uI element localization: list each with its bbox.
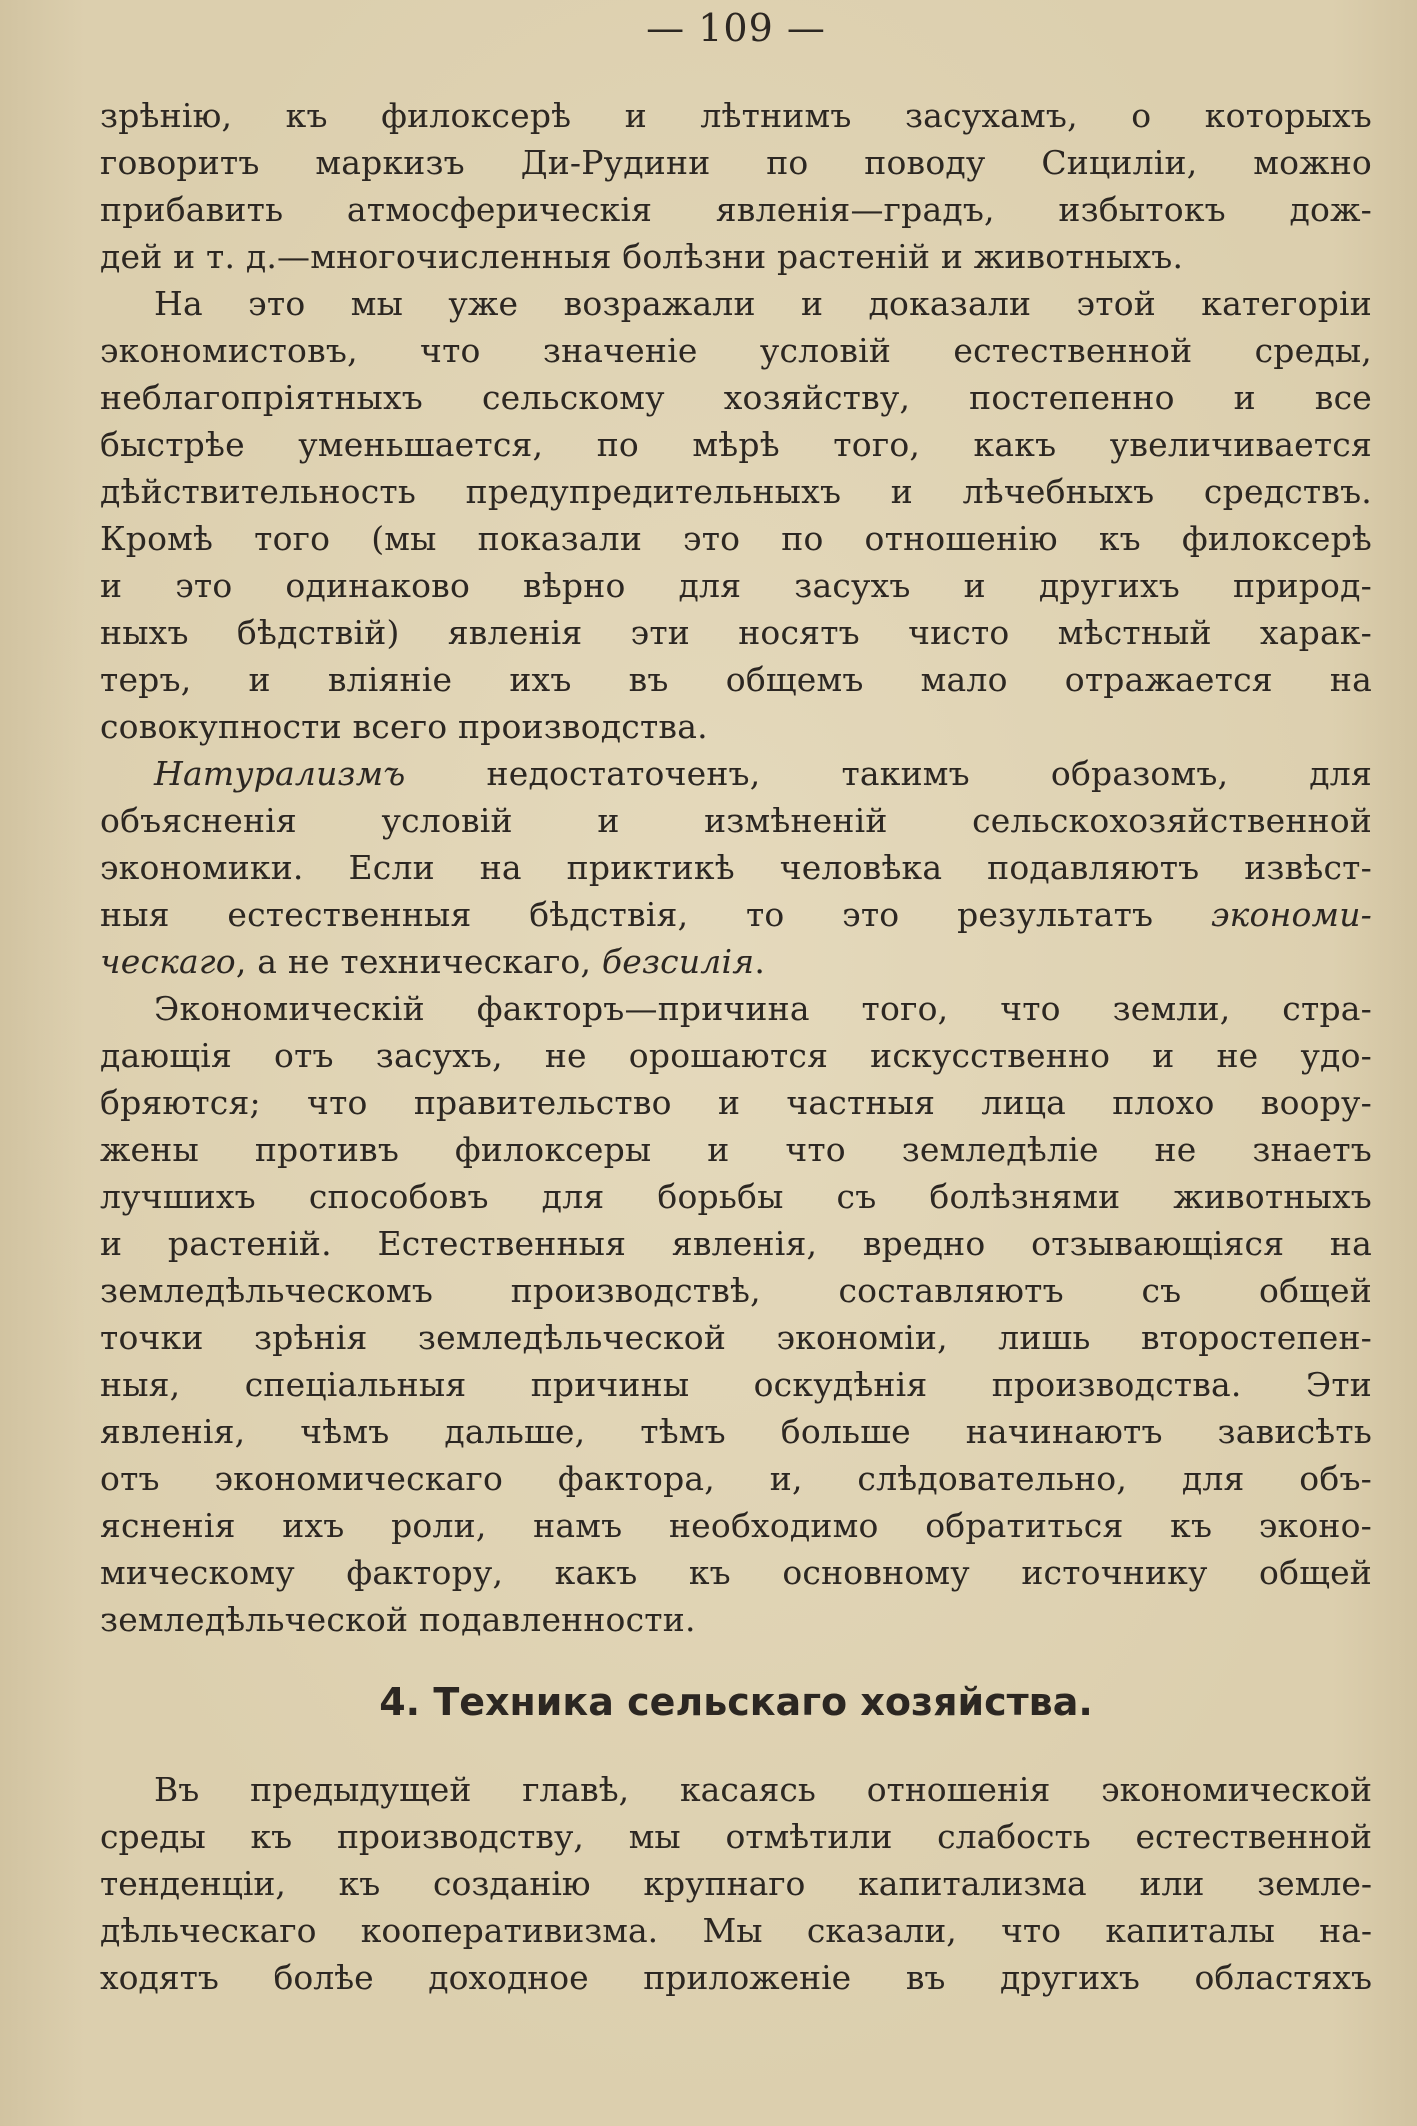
text-line bbox=[100, 750, 1372, 797]
text-line: ходятъ болѣе доходное приложеніе въ другихъ областяхъ bbox=[100, 1958, 1372, 1997]
text-line: явленія, чѣмъ дальше, тѣмъ больше начинаютъ зависѣть bbox=[100, 1412, 1372, 1451]
paragraph-2 bbox=[100, 280, 1372, 750]
text-line: дѣйствительность предупредительныхъ и лѣчебныхъ средствъ. bbox=[100, 472, 1372, 511]
book-page bbox=[100, 0, 1372, 2126]
text-line: говоритъ маркизъ Ди-Рудини по поводу Сициліи, можно bbox=[100, 143, 1372, 182]
section-heading: 4. Техника сельскаго хозяйства. bbox=[379, 1680, 1093, 1724]
text-line: дѣльческаго кооперативизма. Мы сказали, что капиталы на- bbox=[100, 1911, 1372, 1950]
text-line: прибавить атмосферическія явленія—градъ, избытокъ дож- bbox=[100, 190, 1372, 229]
text-line: На это мы уже возражали и доказали этой категоріи bbox=[154, 284, 1372, 323]
italic-term: ческаго bbox=[100, 942, 236, 981]
text-line bbox=[100, 938, 1372, 985]
text-line: ныхъ бѣдствій) явленія эти носятъ чисто мѣстный харак- bbox=[100, 613, 1372, 652]
text-line: Экономическій факторъ—причина того, что земли, стра- bbox=[154, 989, 1372, 1028]
text-line: и это одинаково вѣрно для засухъ и другихъ природ- bbox=[100, 566, 1372, 605]
text-fragment: . bbox=[754, 942, 766, 981]
text-line: ясненія ихъ роли, намъ необходимо обратиться къ эконо- bbox=[100, 1506, 1372, 1545]
italic-term: Натурализмъ bbox=[154, 754, 406, 793]
text-line: Кромѣ того (мы показали это по отношенію къ филоксерѣ bbox=[100, 519, 1372, 558]
text-line: теръ, и вліяніе ихъ въ общемъ мало отражается на bbox=[100, 660, 1372, 699]
text-line: жены противъ филоксеры и что земледѣліе не знаетъ bbox=[100, 1130, 1372, 1169]
section-text bbox=[100, 1766, 1372, 2001]
text-fragment: ныя естественныя бѣдствія, то это результатъ bbox=[100, 895, 1211, 934]
text-line: объясненія условій и измѣненій сельскохозяйственной bbox=[100, 801, 1372, 840]
paragraph-section bbox=[100, 1766, 1372, 2001]
text-line: земледѣльческой подавленности. bbox=[100, 1600, 696, 1639]
text-line: совокупности всего производства. bbox=[100, 707, 708, 746]
text-line: экономистовъ, что значеніе условій естественной среды, bbox=[100, 331, 1372, 370]
page-number: — 109 — bbox=[646, 6, 826, 50]
main-text bbox=[100, 92, 1372, 1643]
text-line: бряются; что правительство и частныя лица плохо воору- bbox=[100, 1083, 1372, 1122]
text-line: земледѣльческомъ производствѣ, составляютъ съ общей bbox=[100, 1271, 1372, 1310]
text-line: экономики. Если на приктикѣ человѣка подавляютъ извѣст- bbox=[100, 848, 1372, 887]
text-line: дающія отъ засухъ, не орошаются искусственно и не удо- bbox=[100, 1036, 1372, 1075]
text-line: отъ экономическаго фактора, и, слѣдовательно, для объ- bbox=[100, 1459, 1372, 1498]
text-line: среды къ производству, мы отмѣтили слабость естественной bbox=[100, 1817, 1372, 1856]
text-line: лучшихъ способовъ для борьбы съ болѣзнями животныхъ bbox=[100, 1177, 1372, 1216]
text-line: мическому фактору, какъ къ основному источнику общей bbox=[100, 1553, 1372, 1592]
paragraph-economic-factor bbox=[100, 985, 1372, 1643]
text-line: дей и т. д.—многочисленныя болѣзни растеній и животныхъ. bbox=[100, 237, 1184, 276]
text-line: зрѣнію, къ филоксерѣ и лѣтнимъ засухамъ, о которыхъ bbox=[100, 96, 1372, 135]
text-line: неблагопріятныхъ сельскому хозяйству, постепенно и все bbox=[100, 378, 1372, 417]
text-line: и растеній. Естественныя явленія, вредно отзывающіяся на bbox=[100, 1224, 1372, 1263]
text-line: быстрѣе уменьшается, по мѣрѣ того, какъ увеличивается bbox=[100, 425, 1372, 464]
italic-term: экономи- bbox=[1210, 895, 1372, 934]
paragraph-naturalism bbox=[100, 750, 1372, 985]
paragraph-1 bbox=[100, 92, 1372, 280]
text-line bbox=[100, 891, 1372, 938]
text-fragment: недостаточенъ, такимъ образомъ, для bbox=[405, 754, 1372, 793]
text-line: тенденціи, къ созданію крупнаго капитализма или земле- bbox=[100, 1864, 1372, 1903]
text-line: Въ предыдущей главѣ, касаясь отношенія экономической bbox=[154, 1770, 1372, 1809]
text-line: точки зрѣнія земледѣльческой экономіи, лишь второстепен- bbox=[100, 1318, 1372, 1357]
text-line: ныя, спеціальныя причины оскудѣнія производства. Эти bbox=[100, 1365, 1372, 1404]
text-fragment: , а не техническаго, bbox=[235, 942, 602, 981]
italic-term: безсилія bbox=[601, 942, 755, 981]
